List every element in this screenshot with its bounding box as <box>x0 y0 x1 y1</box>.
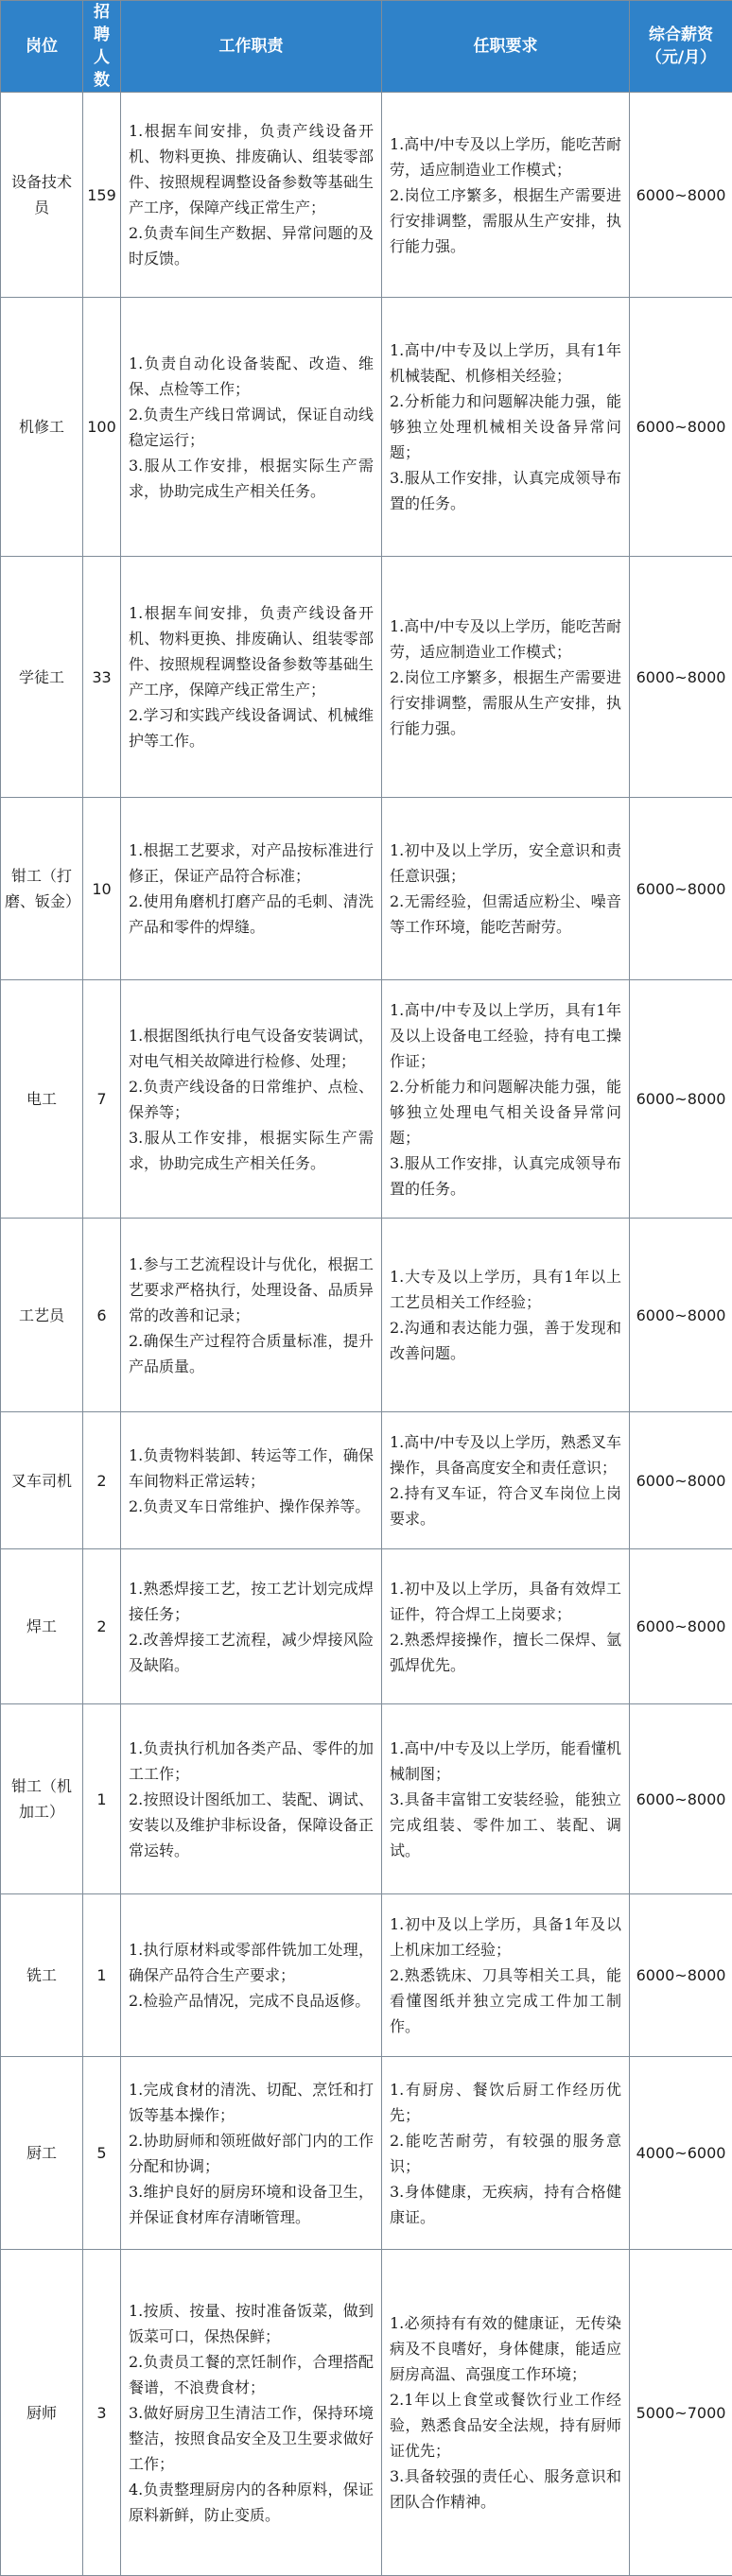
requirements-cell <box>382 798 630 980</box>
requirements-cell-line: 1.高中/中专及以上学历，能吃苦耐劳，适应制造业工作模式； <box>390 131 621 182</box>
requirements-cell-line: 3.身体健康，无疾病，持有合格健康证。 <box>390 2179 621 2230</box>
duties-cell-line: 4.负责整理厨房内的各种原料，保证原料新鲜，防止变质。 <box>129 2477 374 2528</box>
salary-cell: 6000~8000 <box>630 1894 732 2057</box>
position-cell: 厨工 <box>1 2057 83 2250</box>
salary-cell: 6000~8000 <box>630 1704 732 1894</box>
duties-cell-line: 2.改善焊接工艺流程，减少焊接风险及缺陷。 <box>129 1627 374 1678</box>
headcount-cell: 6 <box>83 1219 121 1412</box>
requirements-cell <box>382 298 630 557</box>
duties-cell <box>121 1704 382 1894</box>
requirements-cell-line: 2.无需经验，但需适应粉尘、噪音等工作环境，能吃苦耐劳。 <box>390 889 621 940</box>
table-row <box>1 2250 732 2576</box>
duties-cell-line: 2.负责生产线日常调试，保证自动线稳定运行； <box>129 402 374 453</box>
position-cell: 铣工 <box>1 1894 83 2057</box>
table-row <box>1 93 732 298</box>
duties-cell-line: 1.负责执行机加各类产品、零件的加工工作； <box>129 1736 374 1787</box>
duties-cell <box>121 1412 382 1549</box>
salary-cell: 6000~8000 <box>630 1549 732 1704</box>
requirements-cell-line: 1.初中及以上学历，具备1年及以上机床加工经验； <box>390 1911 621 1962</box>
duties-cell-line: 2.协助厨师和领班做好部门内的工作分配和协调； <box>129 2128 374 2179</box>
duties-cell-line: 2.学习和实践产线设备调试、机械维护等工作。 <box>129 702 374 753</box>
duties-cell <box>121 2057 382 2250</box>
requirements-cell-line: 1.高中/中专及以上学历，能吃苦耐劳，适应制造业工作模式； <box>390 614 621 665</box>
salary-cell: 6000~8000 <box>630 1412 732 1549</box>
table-row <box>1 798 732 980</box>
requirements-cell-line: 2.熟悉焊接操作，擅长二保焊、氩弧焊优先。 <box>390 1627 621 1678</box>
headcount-cell: 33 <box>83 557 121 798</box>
requirements-cell-line: 3.服从工作安排，认真完成领导布置的任务。 <box>390 1150 621 1202</box>
header-duties: 工作职责 <box>121 1 382 93</box>
table-header <box>1 1 732 93</box>
header-count: 招聘人数 <box>83 1 121 93</box>
requirements-cell-line: 2.分析能力和问题解决能力强，能够独立处理电气相关设备异常问题； <box>390 1074 621 1150</box>
requirements-cell-line: 2.分析能力和问题解决能力强，能够独立处理机械相关设备异常问题； <box>390 389 621 465</box>
position-cell: 设备技术员 <box>1 93 83 298</box>
duties-cell-line: 1.负责自动化设备装配、改造、维保、点检等工作； <box>129 351 374 402</box>
salary-cell: 6000~8000 <box>630 93 732 298</box>
position-cell: 学徒工 <box>1 557 83 798</box>
header-row <box>1 1 732 93</box>
table-row <box>1 1894 732 2057</box>
requirements-cell-line: 1.有厨房、餐饮后厨工作经历优先； <box>390 2077 621 2128</box>
salary-cell: 5000~7000 <box>630 2250 732 2576</box>
table-row <box>1 2057 732 2250</box>
duties-cell-line: 1.按质、按量、按时准备饭菜，做到饭菜可口，保热保鲜； <box>129 2298 374 2349</box>
duties-cell-line: 2.使用角磨机打磨产品的毛刺、清洗产品和零件的焊缝。 <box>129 889 374 940</box>
requirements-cell <box>382 2057 630 2250</box>
duties-cell <box>121 980 382 1219</box>
requirements-cell-line: 1.必须持有有效的健康证，无传染病及不良嗜好，身体健康，能适应厨房高温、高强度工作环境； <box>390 2310 621 2387</box>
position-cell: 叉车司机 <box>1 1412 83 1549</box>
duties-cell <box>121 1549 382 1704</box>
headcount-cell: 3 <box>83 2250 121 2576</box>
requirements-cell-line: 2.能吃苦耐劳，有较强的服务意识； <box>390 2128 621 2179</box>
requirements-cell-line: 1.初中及以上学历，具备有效焊工证件，符合焊工上岗要求； <box>390 1576 621 1627</box>
duties-cell <box>121 2250 382 2576</box>
salary-cell: 6000~8000 <box>630 1219 732 1412</box>
requirements-cell-line: 1.高中/中专及以上学历，具有1年及以上设备电工经验，持有电工操作证； <box>390 997 621 1074</box>
duties-cell-line: 2.按照设计图纸加工、装配、调试、安装以及维护非标设备，保障设备正常运转。 <box>129 1787 374 1863</box>
position-cell: 机修工 <box>1 298 83 557</box>
requirements-cell <box>382 1412 630 1549</box>
table-row <box>1 1704 732 1894</box>
table-row <box>1 1219 732 1412</box>
duties-cell-line: 1.执行原材料或零部件铣加工处理，确保产品符合生产要求； <box>129 1937 374 1988</box>
duties-cell <box>121 1219 382 1412</box>
duties-cell-line: 1.根据车间安排，负责产线设备开机、物料更换、排废确认、组装零部件、按照规程调整设备参数等基础生产工序，保障产线正常生产； <box>129 118 374 220</box>
duties-cell-line: 2.负责叉车日常维护、操作保养等。 <box>129 1494 374 1519</box>
position-cell: 钳工（机加工） <box>1 1704 83 1894</box>
header-position: 岗位 <box>1 1 83 93</box>
duties-cell-line: 2.负责车间生产数据、异常问题的及时反馈。 <box>129 220 374 271</box>
headcount-cell: 1 <box>83 1704 121 1894</box>
headcount-cell: 10 <box>83 798 121 980</box>
requirements-cell <box>382 557 630 798</box>
requirements-cell-line: 1.初中及以上学历，安全意识和责任意识强； <box>390 838 621 889</box>
requirements-cell-line: 2.岗位工序繁多，根据生产需要进行安排调整，需服从生产安排，执行能力强。 <box>390 182 621 259</box>
requirements-cell-line: 1.高中/中专及以上学历，能看懂机械制图； <box>390 1736 621 1787</box>
headcount-cell: 2 <box>83 1549 121 1704</box>
headcount-cell: 5 <box>83 2057 121 2250</box>
requirements-cell-line: 3.服从工作安排，认真完成领导布置的任务。 <box>390 465 621 516</box>
duties-cell <box>121 1894 382 2057</box>
headcount-cell: 159 <box>83 93 121 298</box>
duties-cell-line: 2.负责员工餐的烹饪制作，合理搭配餐谱，不浪费食材； <box>129 2349 374 2400</box>
position-cell: 电工 <box>1 980 83 1219</box>
requirements-cell <box>382 1549 630 1704</box>
duties-cell-line: 2.确保生产过程符合质量标准，提升产品质量。 <box>129 1328 374 1379</box>
duties-cell-line: 2.负责产线设备的日常维护、点检、保养等； <box>129 1074 374 1125</box>
header-requirements: 任职要求 <box>382 1 630 93</box>
requirements-cell <box>382 1219 630 1412</box>
duties-cell-line: 1.熟悉焊接工艺，按工艺计划完成焊接任务； <box>129 1576 374 1627</box>
requirements-cell-line: 1.高中/中专及以上学历，具有1年机械装配、机修相关经验； <box>390 337 621 389</box>
duties-cell <box>121 557 382 798</box>
duties-cell-line: 3.做好厨房卫生清洁工作，保持环境整洁，按照食品安全及卫生要求做好工作； <box>129 2400 374 2477</box>
requirements-cell <box>382 93 630 298</box>
requirements-cell <box>382 1704 630 1894</box>
salary-cell: 6000~8000 <box>630 980 732 1219</box>
requirements-cell-line: 2.沟通和表达能力强，善于发现和改善问题。 <box>390 1315 621 1366</box>
table-row <box>1 1549 732 1704</box>
duties-cell-line: 3.维护良好的厨房环境和设备卫生，并保证食材库存清晰管理。 <box>129 2179 374 2230</box>
duties-cell-line: 3.服从工作安排，根据实际生产需求，协助完成生产相关任务。 <box>129 453 374 504</box>
headcount-cell: 7 <box>83 980 121 1219</box>
requirements-cell <box>382 1894 630 2057</box>
duties-cell-line: 1.参与工艺流程设计与优化，根据工艺要求严格执行，处理设备、品质异常的改善和记录； <box>129 1252 374 1328</box>
salary-cell: 6000~8000 <box>630 298 732 557</box>
requirements-cell-line: 3.具备较强的责任心、服务意识和团队合作精神。 <box>390 2464 621 2515</box>
headcount-cell: 2 <box>83 1412 121 1549</box>
requirements-cell <box>382 2250 630 2576</box>
salary-cell: 4000~6000 <box>630 2057 732 2250</box>
position-cell: 焊工 <box>1 1549 83 1704</box>
duties-cell-line: 2.检验产品情况，完成不良品返修。 <box>129 1988 374 2014</box>
headcount-cell: 100 <box>83 298 121 557</box>
salary-cell: 6000~8000 <box>630 798 732 980</box>
duties-cell-line: 1.根据车间安排，负责产线设备开机、物料更换、排废确认、组装零部件、按照规程调整设备参数等基础生产工序，保障产线正常生产； <box>129 600 374 702</box>
duties-cell-line: 1.根据工艺要求，对产品按标准进行修正，保证产品符合标准； <box>129 838 374 889</box>
header-salary: 综合薪资（元/月） <box>630 1 732 93</box>
table-row <box>1 980 732 1219</box>
headcount-cell: 1 <box>83 1894 121 2057</box>
duties-cell-line: 1.根据图纸执行电气设备安装调试，对电气相关故障进行检修、处理； <box>129 1023 374 1074</box>
duties-cell <box>121 798 382 980</box>
table-row <box>1 1412 732 1549</box>
requirements-cell-line: 2.岗位工序繁多，根据生产需要进行安排调整，需服从生产安排，执行能力强。 <box>390 665 621 741</box>
position-cell: 厨师 <box>1 2250 83 2576</box>
requirements-cell-line: 1.大专及以上学历，具有1年以上工艺员相关工作经验； <box>390 1264 621 1315</box>
duties-cell-line: 1.完成食材的清洗、切配、烹饪和打饭等基本操作； <box>129 2077 374 2128</box>
requirements-cell <box>382 980 630 1219</box>
table-row <box>1 298 732 557</box>
duties-cell <box>121 298 382 557</box>
duties-cell <box>121 93 382 298</box>
duties-cell-line: 1.负责物料装卸、转运等工作，确保车间物料正常运转； <box>129 1443 374 1494</box>
requirements-cell-line: 1.高中/中专及以上学历，熟悉叉车操作，具备高度安全和责任意识； <box>390 1429 621 1480</box>
requirements-cell-line: 2.1年以上食堂或餐饮行业工作经验，熟悉食品安全法规，持有厨师证优先； <box>390 2387 621 2464</box>
duties-cell-line: 3.服从工作安排，根据实际生产需求，协助完成生产相关任务。 <box>129 1125 374 1176</box>
position-cell: 钳工（打磨、钣金） <box>1 798 83 980</box>
table-body <box>1 93 732 2576</box>
requirements-cell-line: 2.熟悉铣床、刀具等相关工具，能看懂图纸并独立完成工件加工制作。 <box>390 1962 621 2039</box>
position-cell: 工艺员 <box>1 1219 83 1412</box>
requirements-cell-line: 2.持有叉车证，符合叉车岗位上岗要求。 <box>390 1480 621 1531</box>
salary-cell: 6000~8000 <box>630 557 732 798</box>
table-row <box>1 557 732 798</box>
requirements-cell-line: 3.具备丰富钳工安装经验，能独立完成组装、零件加工、装配、调试。 <box>390 1787 621 1863</box>
